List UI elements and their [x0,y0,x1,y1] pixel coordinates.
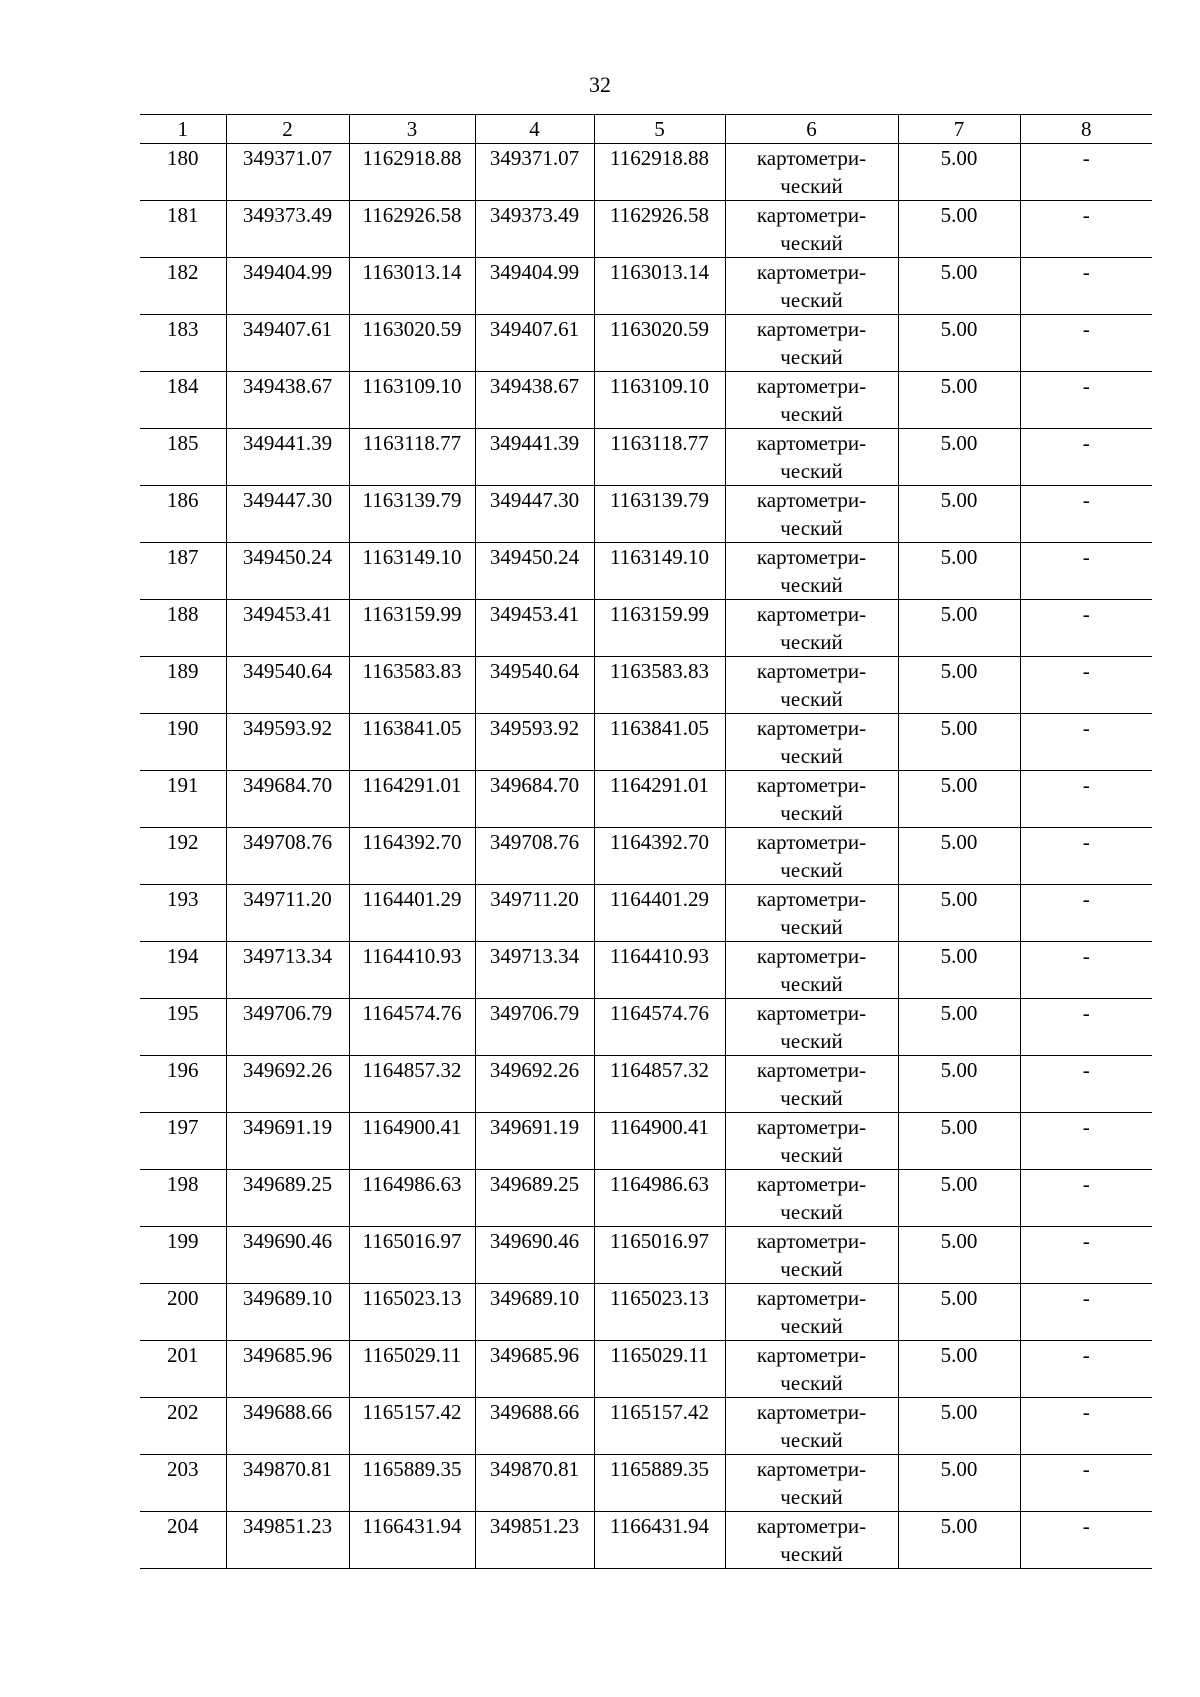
coord-cell: 349688.66 [475,1398,594,1455]
note-cell: - [1020,1227,1152,1284]
coord-cell: 349447.30 [475,486,594,543]
method-line-2: ческий [780,1200,843,1224]
note-cell: - [1020,429,1152,486]
note-cell: - [1020,828,1152,885]
coord-cell: 349689.10 [475,1284,594,1341]
point-number-cell: 184 [140,372,226,429]
column-header: 6 [725,115,898,144]
coord-cell: 1165889.35 [349,1455,475,1512]
accuracy-cell: 5.00 [898,657,1020,714]
note-cell: - [1020,1170,1152,1227]
note-cell: - [1020,486,1152,543]
table-row [140,600,1152,657]
coord-cell: 349447.30 [226,486,349,543]
coord-cell: 1164900.41 [349,1113,475,1170]
coord-cell: 349371.07 [475,144,594,201]
method-line-2: ческий [780,1371,843,1395]
method-line-2: ческий [780,459,843,483]
coord-cell: 1163149.10 [594,543,725,600]
method-cell [725,1455,898,1512]
accuracy-cell: 5.00 [898,771,1020,828]
column-header: 5 [594,115,725,144]
accuracy-cell: 5.00 [898,429,1020,486]
coord-cell: 1164401.29 [349,885,475,942]
table-row [140,657,1152,714]
method-line-1: картометри- [756,146,867,170]
method-line-2: ческий [780,915,843,939]
method-line-1: картометри- [756,1115,867,1139]
method-line-1: картометри- [756,659,867,683]
accuracy-cell: 5.00 [898,1284,1020,1341]
point-number-cell: 185 [140,429,226,486]
table-row [140,885,1152,942]
method-line-2: ческий [780,1029,843,1053]
method-cell [725,1284,898,1341]
coord-cell: 1162918.88 [349,144,475,201]
coord-cell: 1163020.59 [349,315,475,372]
point-number-cell: 194 [140,942,226,999]
method-line-2: ческий [780,516,843,540]
method-line-2: ческий [780,1086,843,1110]
point-number-cell: 180 [140,144,226,201]
coord-cell: 1165023.13 [594,1284,725,1341]
coord-cell: 1163159.99 [594,600,725,657]
point-number-cell: 191 [140,771,226,828]
column-header: 2 [226,115,349,144]
coord-cell: 1164291.01 [349,771,475,828]
method-cell [725,1227,898,1284]
method-cell [725,486,898,543]
table-row [140,1341,1152,1398]
method-line-1: картометри- [756,830,867,854]
method-cell [725,144,898,201]
coord-cell: 1165023.13 [349,1284,475,1341]
method-line-1: картометри- [756,1172,867,1196]
coord-cell: 349870.81 [226,1455,349,1512]
coord-cell: 1164574.76 [349,999,475,1056]
table-row [140,828,1152,885]
point-number-cell: 198 [140,1170,226,1227]
coord-cell: 349453.41 [226,600,349,657]
point-number-cell: 201 [140,1341,226,1398]
coord-cell: 1164574.76 [594,999,725,1056]
note-cell: - [1020,714,1152,771]
table-header-row [140,115,1152,144]
coord-cell: 349713.34 [226,942,349,999]
note-cell: - [1020,1512,1152,1569]
coord-cell: 349450.24 [475,543,594,600]
coord-cell: 1164392.70 [349,828,475,885]
coord-cell: 349708.76 [226,828,349,885]
method-line-1: картометри- [756,488,867,512]
coord-cell: 349371.07 [226,144,349,201]
accuracy-cell: 5.00 [898,714,1020,771]
point-number-cell: 183 [140,315,226,372]
accuracy-cell: 5.00 [898,486,1020,543]
accuracy-cell: 5.00 [898,1341,1020,1398]
coord-cell: 349692.26 [226,1056,349,1113]
note-cell: - [1020,1056,1152,1113]
coord-cell: 1163109.10 [594,372,725,429]
table-row [140,1398,1152,1455]
method-line-2: ческий [780,972,843,996]
method-cell [725,1512,898,1569]
note-cell: - [1020,201,1152,258]
coord-cell: 1164291.01 [594,771,725,828]
coord-cell: 349684.70 [226,771,349,828]
note-cell: - [1020,999,1152,1056]
method-line-2: ческий [780,1428,843,1452]
accuracy-cell: 5.00 [898,942,1020,999]
note-cell: - [1020,885,1152,942]
coord-cell: 349690.46 [475,1227,594,1284]
note-cell: - [1020,771,1152,828]
method-line-1: картометри- [756,887,867,911]
coord-cell: 349453.41 [475,600,594,657]
coord-cell: 1164410.93 [349,942,475,999]
coord-cell: 349708.76 [475,828,594,885]
method-line-2: ческий [780,288,843,312]
accuracy-cell: 5.00 [898,1227,1020,1284]
method-line-2: ческий [780,345,843,369]
column-header: 8 [1020,115,1152,144]
coord-cell: 349713.34 [475,942,594,999]
coord-cell: 349441.39 [226,429,349,486]
coord-cell: 349689.25 [226,1170,349,1227]
column-header: 4 [475,115,594,144]
point-number-cell: 181 [140,201,226,258]
accuracy-cell: 5.00 [898,1455,1020,1512]
coord-cell: 1166431.94 [594,1512,725,1569]
point-number-cell: 195 [140,999,226,1056]
method-cell [725,657,898,714]
method-cell [725,1170,898,1227]
coord-cell: 1165029.11 [594,1341,725,1398]
coord-cell: 1162926.58 [349,201,475,258]
coord-cell: 1163149.10 [349,543,475,600]
coord-cell: 1165016.97 [349,1227,475,1284]
note-cell: - [1020,1455,1152,1512]
coord-cell: 349851.23 [475,1512,594,1569]
coord-cell: 1164410.93 [594,942,725,999]
method-line-2: ческий [780,1485,843,1509]
coord-cell: 349373.49 [226,201,349,258]
method-cell [725,600,898,657]
coord-cell: 349540.64 [226,657,349,714]
table-row [140,201,1152,258]
accuracy-cell: 5.00 [898,1398,1020,1455]
coord-cell: 1166431.94 [349,1512,475,1569]
method-cell [725,372,898,429]
coord-cell: 1165157.42 [594,1398,725,1455]
method-cell [725,1398,898,1455]
method-line-1: картометри- [756,431,867,455]
method-cell [725,828,898,885]
coord-cell: 1163118.77 [594,429,725,486]
method-cell [725,942,898,999]
accuracy-cell: 5.00 [898,1512,1020,1569]
coord-cell: 1162918.88 [594,144,725,201]
column-header: 1 [140,115,226,144]
note-cell: - [1020,942,1152,999]
accuracy-cell: 5.00 [898,258,1020,315]
coord-cell: 1164401.29 [594,885,725,942]
method-line-2: ческий [780,1143,843,1167]
coord-cell: 1163841.05 [349,714,475,771]
coord-cell: 1163013.14 [594,258,725,315]
accuracy-cell: 5.00 [898,543,1020,600]
coord-cell: 349691.19 [475,1113,594,1170]
coord-cell: 349407.61 [475,315,594,372]
note-cell: - [1020,1341,1152,1398]
method-line-2: ческий [780,687,843,711]
column-header: 3 [349,115,475,144]
method-cell [725,1341,898,1398]
method-line-1: картометри- [756,1286,867,1310]
coord-cell: 1163109.10 [349,372,475,429]
table-row [140,1512,1152,1569]
coord-cell: 349870.81 [475,1455,594,1512]
coord-cell: 349711.20 [475,885,594,942]
table-row [140,1170,1152,1227]
coord-cell: 1165016.97 [594,1227,725,1284]
coord-cell: 349706.79 [226,999,349,1056]
coord-cell: 1163583.83 [349,657,475,714]
method-line-1: картометри- [756,1514,867,1538]
table-row [140,429,1152,486]
table-row [140,1284,1152,1341]
coord-cell: 349851.23 [226,1512,349,1569]
method-line-1: картометри- [756,374,867,398]
table-row [140,1056,1152,1113]
coord-cell: 1165889.35 [594,1455,725,1512]
coord-cell: 1164986.63 [349,1170,475,1227]
coord-cell: 349692.26 [475,1056,594,1113]
coord-cell: 1164900.41 [594,1113,725,1170]
point-number-cell: 187 [140,543,226,600]
method-line-1: картометри- [756,1058,867,1082]
point-number-cell: 203 [140,1455,226,1512]
table-row [140,771,1152,828]
coord-cell: 349690.46 [226,1227,349,1284]
method-line-2: ческий [780,1257,843,1281]
method-line-1: картометри- [756,1343,867,1367]
point-number-cell: 182 [140,258,226,315]
coord-cell: 349450.24 [226,543,349,600]
method-cell [725,885,898,942]
coord-cell: 349689.10 [226,1284,349,1341]
table-row [140,999,1152,1056]
table-row [140,1113,1152,1170]
point-number-cell: 204 [140,1512,226,1569]
point-number-cell: 190 [140,714,226,771]
method-cell [725,714,898,771]
note-cell: - [1020,657,1152,714]
method-cell [725,258,898,315]
method-line-1: картометри- [756,260,867,284]
method-line-1: картометри- [756,602,867,626]
method-cell [725,543,898,600]
coord-cell: 1163139.79 [349,486,475,543]
coord-cell: 1163013.14 [349,258,475,315]
method-cell [725,999,898,1056]
method-line-2: ческий [780,744,843,768]
note-cell: - [1020,258,1152,315]
method-cell [725,201,898,258]
coord-cell: 1165029.11 [349,1341,475,1398]
coord-cell: 349404.99 [475,258,594,315]
point-number-cell: 197 [140,1113,226,1170]
method-line-1: картометри- [756,317,867,341]
point-number-cell: 199 [140,1227,226,1284]
method-line-1: картометри- [756,1229,867,1253]
coord-cell: 349404.99 [226,258,349,315]
coord-cell: 349685.96 [475,1341,594,1398]
column-header: 7 [898,115,1020,144]
point-number-cell: 192 [140,828,226,885]
accuracy-cell: 5.00 [898,372,1020,429]
method-line-2: ческий [780,231,843,255]
coord-cell: 349373.49 [475,201,594,258]
method-line-1: картометри- [756,1457,867,1481]
coord-cell: 349688.66 [226,1398,349,1455]
note-cell: - [1020,543,1152,600]
method-line-1: картометри- [756,1400,867,1424]
page-number: 32 [589,72,611,97]
method-line-1: картометри- [756,944,867,968]
point-number-cell: 196 [140,1056,226,1113]
table-row [140,1227,1152,1284]
accuracy-cell: 5.00 [898,201,1020,258]
method-line-2: ческий [780,630,843,654]
coord-cell: 1164857.32 [349,1056,475,1113]
coord-cell: 1162926.58 [594,201,725,258]
method-line-2: ческий [780,1542,843,1566]
coord-cell: 349438.67 [226,372,349,429]
coord-cell: 1163020.59 [594,315,725,372]
method-line-2: ческий [780,858,843,882]
method-cell [725,1113,898,1170]
coord-cell: 349441.39 [475,429,594,486]
coord-cell: 1164857.32 [594,1056,725,1113]
coord-cell: 349407.61 [226,315,349,372]
accuracy-cell: 5.00 [898,1113,1020,1170]
accuracy-cell: 5.00 [898,999,1020,1056]
coord-cell: 349689.25 [475,1170,594,1227]
coord-cell: 1165157.42 [349,1398,475,1455]
accuracy-cell: 5.00 [898,828,1020,885]
note-cell: - [1020,1284,1152,1341]
coord-cell: 349711.20 [226,885,349,942]
point-number-cell: 202 [140,1398,226,1455]
table-row [140,714,1152,771]
coord-cell: 349540.64 [475,657,594,714]
method-line-1: картометри- [756,1001,867,1025]
note-cell: - [1020,600,1152,657]
coord-cell: 1163159.99 [349,600,475,657]
method-line-1: картометри- [756,716,867,740]
coord-cell: 1163118.77 [349,429,475,486]
method-line-1: картометри- [756,203,867,227]
coord-cell: 1163841.05 [594,714,725,771]
accuracy-cell: 5.00 [898,885,1020,942]
point-number-cell: 188 [140,600,226,657]
accuracy-cell: 5.00 [898,1056,1020,1113]
coord-cell: 1164392.70 [594,828,725,885]
method-cell [725,771,898,828]
coord-cell: 349593.92 [475,714,594,771]
coord-cell: 1163139.79 [594,486,725,543]
table-row [140,372,1152,429]
point-number-cell: 189 [140,657,226,714]
method-line-2: ческий [780,801,843,825]
method-cell [725,429,898,486]
point-number-cell: 193 [140,885,226,942]
method-line-2: ческий [780,1314,843,1338]
note-cell: - [1020,315,1152,372]
accuracy-cell: 5.00 [898,600,1020,657]
coord-cell: 1163583.83 [594,657,725,714]
method-line-2: ческий [780,573,843,597]
method-line-1: картометри- [756,773,867,797]
coord-cell: 1164986.63 [594,1170,725,1227]
table-row [140,258,1152,315]
table-row [140,543,1152,600]
table-row [140,144,1152,201]
method-line-1: картометри- [756,545,867,569]
method-cell [725,315,898,372]
coord-cell: 349691.19 [226,1113,349,1170]
coord-cell: 349706.79 [475,999,594,1056]
table-row [140,315,1152,372]
note-cell: - [1020,144,1152,201]
accuracy-cell: 5.00 [898,144,1020,201]
accuracy-cell: 5.00 [898,1170,1020,1227]
table-row [140,942,1152,999]
note-cell: - [1020,372,1152,429]
accuracy-cell: 5.00 [898,315,1020,372]
note-cell: - [1020,1398,1152,1455]
coord-cell: 349438.67 [475,372,594,429]
coordinates-table [140,114,1152,1569]
method-line-2: ческий [780,402,843,426]
coord-cell: 349593.92 [226,714,349,771]
method-cell [725,1056,898,1113]
point-number-cell: 186 [140,486,226,543]
point-number-cell: 200 [140,1284,226,1341]
note-cell: - [1020,1113,1152,1170]
coord-cell: 349684.70 [475,771,594,828]
table-row [140,486,1152,543]
table-row [140,1455,1152,1512]
coord-cell: 349685.96 [226,1341,349,1398]
method-line-2: ческий [780,174,843,198]
